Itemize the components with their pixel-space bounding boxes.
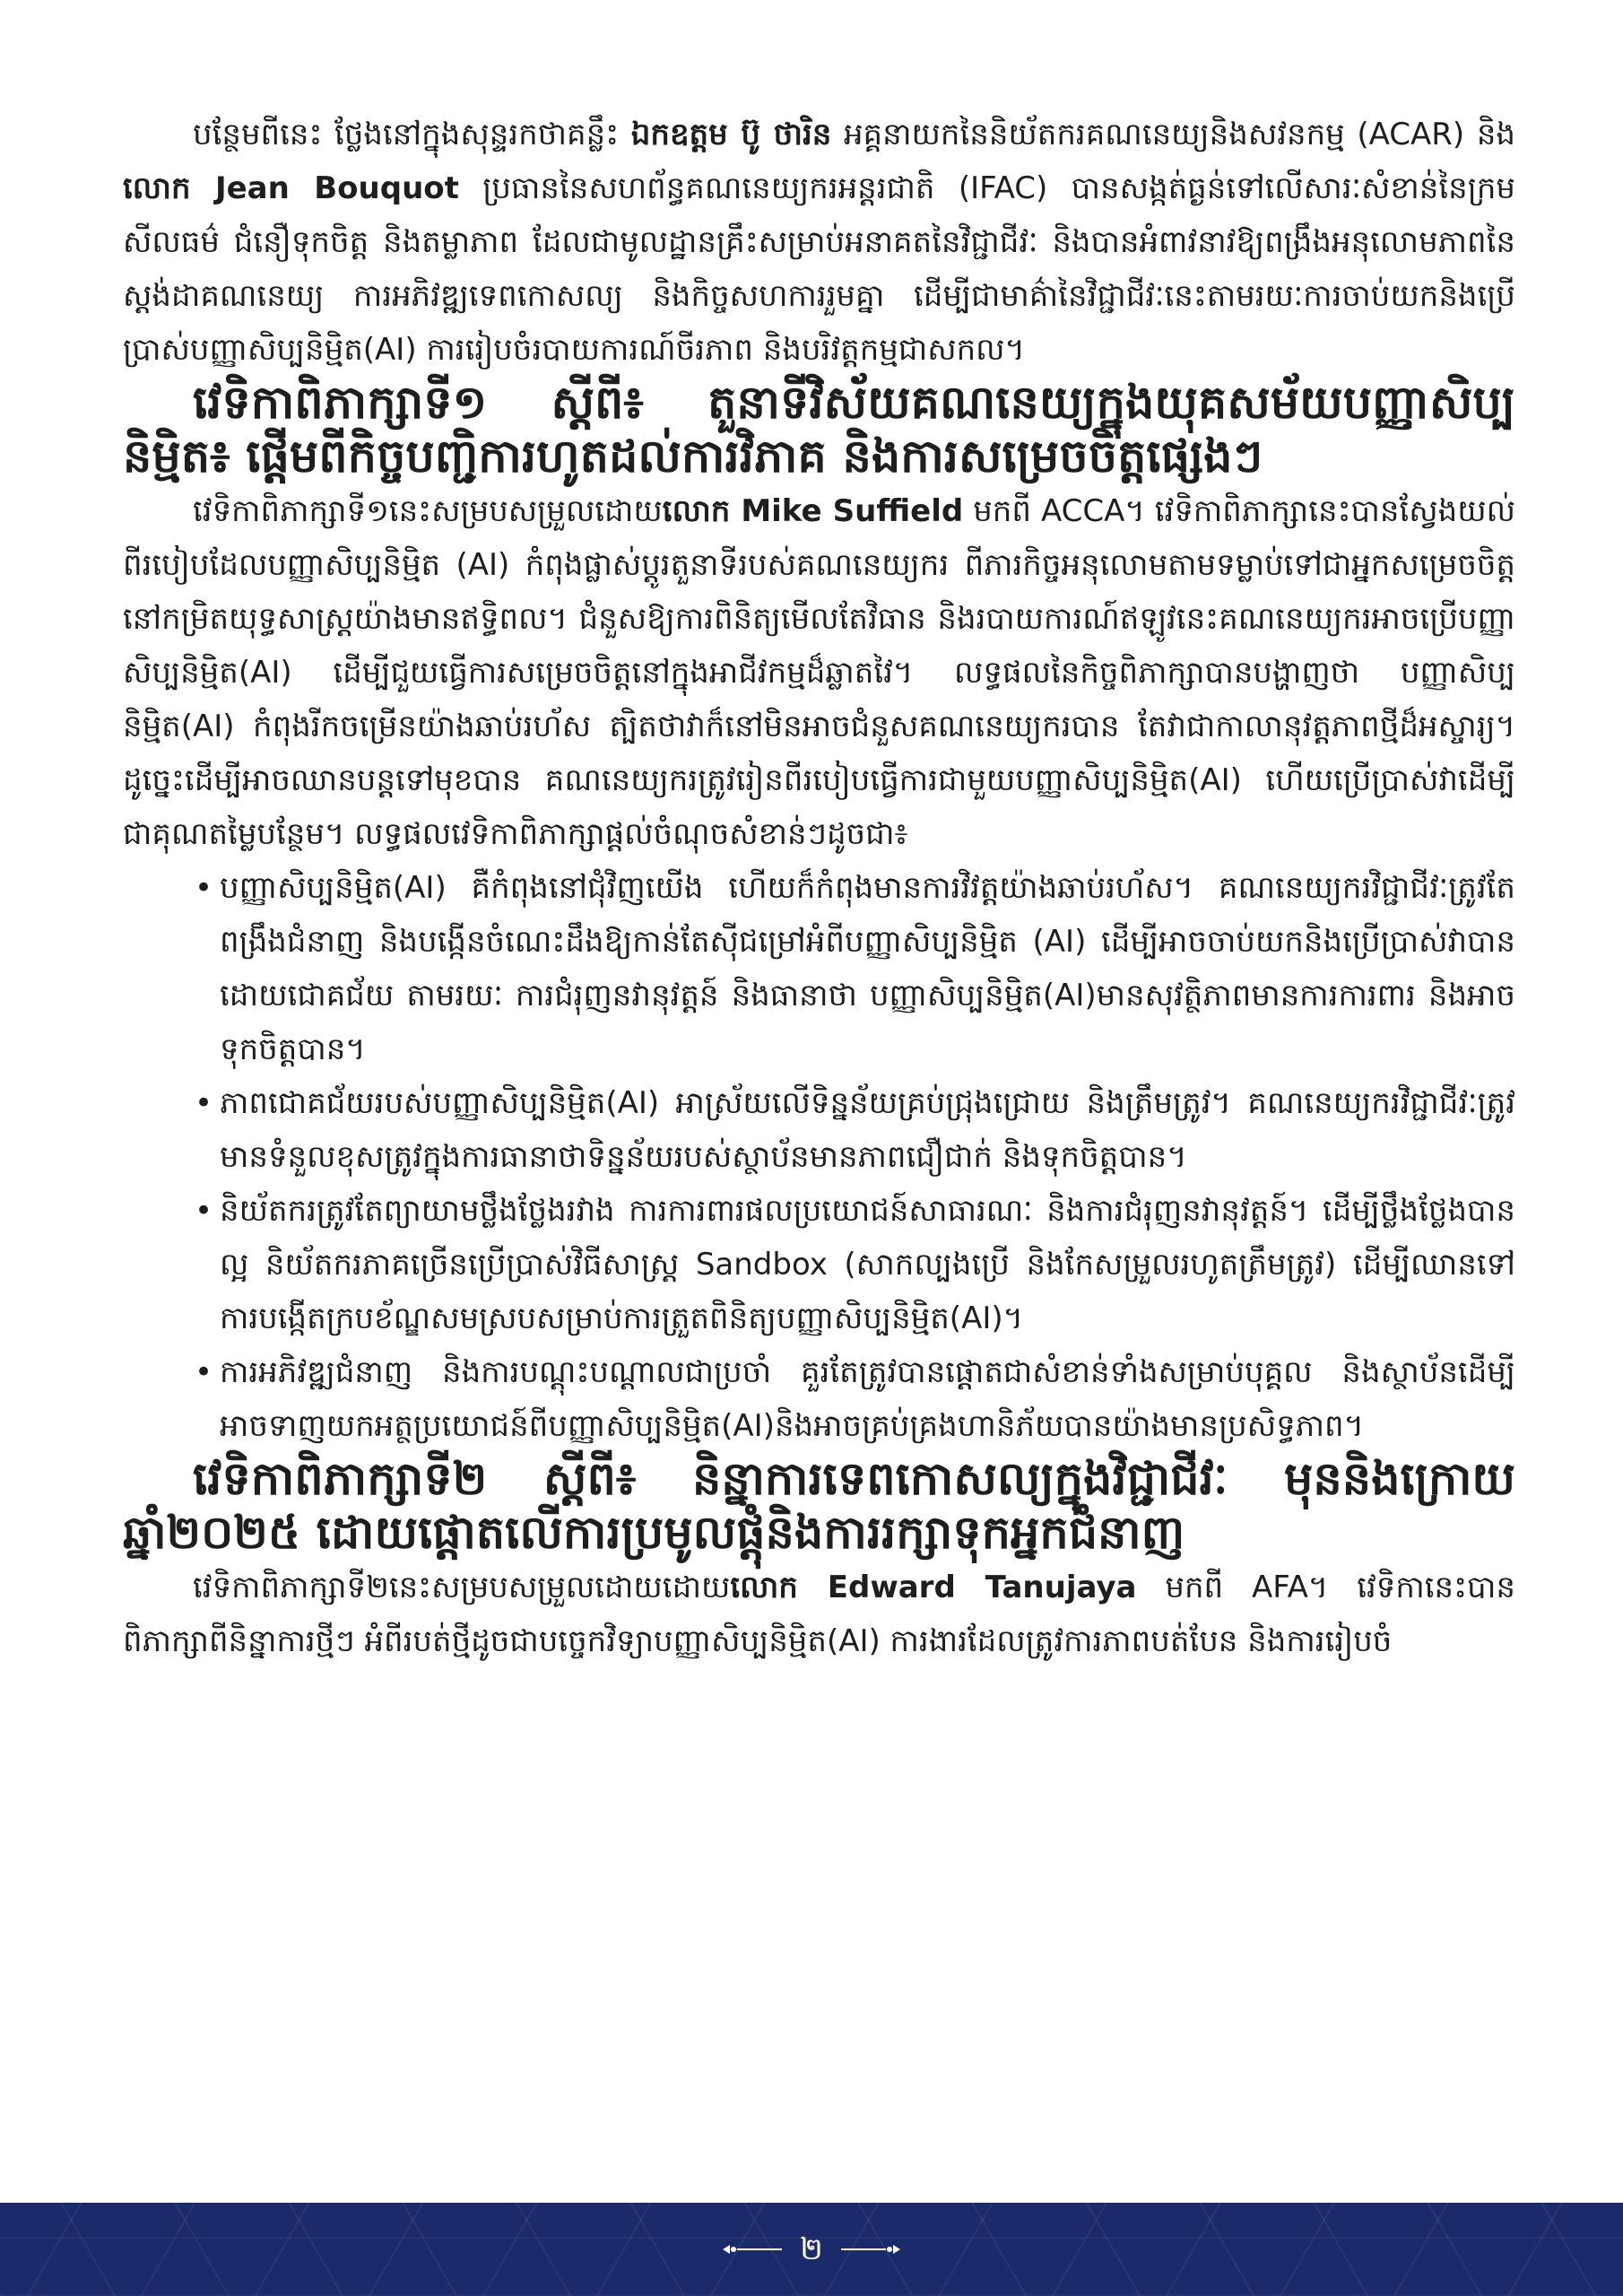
key-point-3: • និយ័តករត្រូវតែព្យាយាមថ្លឹងថ្លែងរវាង ការការពារផលប្រយោជន៍សាធារណៈ និងការជំរុញនវានុវត្តន៍។ ដើម្បីថ្លឹងថ្លែងបានល្អ និយ័តករភាគច្រើនប្រើប្រាស់វិធីសាស្ត្រ Sandbox (សាកល្បងប្រើ និងកែសម្រួលរហូតត្រឹមត្រូវ) ដើម្បីឈានទៅការបង្កើតក្របខ័ណ្ឌសមស្របសម្រាប់ការត្រួតពិនិត្យបញ្ញាសិប្បនិម្មិត(AI)។	[195, 1184, 1515, 1345]
session2-text-1: វេទិកាពិភាក្សាទី២នេះសម្របសម្រួលដោយដោយ	[193, 1570, 731, 1605]
key-point-1: • បញ្ញាសិប្បនិម្មិត(AI) គឺកំពុងនៅជុំវិញយើង ហើយក៏កំពុងមានការវិវត្តយ៉ាងឆាប់រហ័ស។ គណនេយ្យករវិជ្ជាជីវៈត្រូវតែពង្រឹងជំនាញ និងបង្កើនចំណេះដឹងឱ្យកាន់តែស៊ីជម្រៅអំពីបញ្ញាសិប្បនិម្មិត (AI) ដើម្បីអាចចាប់យកនិងប្រើប្រាស់វាបានដោយជោគជ័យ តាមរយៈ ការជំរុញនវានុវត្តន៍ និងធានាថា បញ្ញាសិប្បនិម្មិត(AI)មានសុវត្ថិភាពមានការការពារ និងអាចទុកចិត្តបាន។	[195, 861, 1515, 1076]
session1-key-points	[123, 861, 1515, 1453]
intro-paragraph	[123, 108, 1515, 377]
speaker-name-bu-tharin: ឯកឧត្តម ប៊ូ ថារិន	[630, 117, 832, 152]
page-body	[123, 108, 1515, 1668]
page-number: ២	[800, 2231, 823, 2267]
session2-heading: វេទិកាពិភាក្សាទី២ ស្តីពី៖ និន្នាការទេពកោសល្យក្នុងវិជ្ជាជីវៈ មុននិងក្រោយឆ្នាំ២០២៥ ដោយផ្តោតលើការប្រមូលផ្តុំនិងការរក្សាទុកអ្នកជំនាញ	[123, 1453, 1515, 1560]
session2-text-2: មកពី AFA។ វេទិកានេះបានពិភាក្សាពីនិន្នាការថ្មីៗ អំពីរបត់ថ្មីដូចជាបច្ចេកវិទ្យាបញ្ញាសិប្បនិម្មិត(AI) ការងារដែលត្រូវការភាពបត់បែន និងការរៀបចំ	[123, 1570, 1516, 1659]
session2-paragraph	[123, 1561, 1515, 1668]
key-point-4: • ការអភិវឌ្ឍជំនាញ និងការបណ្តុះបណ្តាលជាប្រចាំ គួរតែត្រូវបានផ្តោតជាសំខាន់ទាំងសម្រាប់បុគ្គល និងស្ថាប័នដើម្បីអាចទាញយកអត្ថប្រយោជន៍ពីបញ្ញាសិប្បនិម្មិត(AI)និងអាចគ្រប់គ្រងហានិភ័យបានយ៉ាងមានប្រសិទ្ធភាព។	[195, 1345, 1515, 1453]
session1-paragraph	[123, 484, 1515, 861]
page-number-group	[0, 2228, 1623, 2271]
intro-text-3: ប្រធាននៃសហព័ន្ធគណនេយ្យករអន្តរជាតិ (IFAC) បានសង្កត់ធ្ងន់ទៅលើសារៈសំខាន់នៃក្រមសីលធម៌ ជំនឿទុកចិត្ត និងតម្លាភាព ដែលជាមូលដ្ឋានគ្រឹះសម្រាប់អនាគតនៃវិជ្ជាជីវៈ និងបានអំពាវនាវឱ្យពង្រឹងអនុលោមភាពនៃស្តង់ដាគណនេយ្យ ការអភិវឌ្ឍទេពកោសល្យ និងកិច្ចសហការរួមគ្នា ដើម្បីជាមាគ៌ានៃវិជ្ជាជីវៈនេះតាមរយៈការចាប់យកនិងប្រើប្រាស់បញ្ញាសិប្បនិម្មិត(AI) ការរៀបចំរបាយការណ៍ចីរភាព និងបរិវត្តកម្មជាសកល។	[123, 170, 1515, 368]
session1-text-1: វេទិកាពិភាក្សាទី១នេះសម្របសម្រួលដោយ	[193, 493, 663, 529]
session1-text-2: មកពី ACCA។ វេទិកាពិភាក្សានេះបានស្វែងយល់ពីរបៀបដែលបញ្ញាសិប្បនិម្មិត (AI) កំពុងផ្លាស់ប្តូរតួនាទីរបស់គណនេយ្យករ ពីភារកិច្ចអនុលោមតាមទម្លាប់ទៅជាអ្នកសម្រេចចិត្តនៅកម្រិតយុទ្ធសាស្ត្រយ៉ាងមានឥទ្ធិពល។ ជំនួសឱ្យការពិនិត្យមើលតែវិធាន និងរបាយការណ៍ឥឡូវនេះគណនេយ្យករអាចប្រើបញ្ញាសិប្បនិម្មិត(AI) ដើម្បីជួយធ្វើការសម្រេចចិត្តនៅក្នុងអាជីវកម្មដ៏ឆ្លាតវៃ។ លទ្ធផលនៃកិច្ចពិភាក្សាបានបង្ហាញថា បញ្ញាសិប្បនិម្មិត(AI) កំពុងរីកចម្រើនយ៉ាងឆាប់រហ័ស ត្បិតថាវាក៏នៅមិនអាចជំនួសគណនេយ្យករបាន តែវាជាកាលានុវត្តភាពថ្មីដ៏អស្ចារ្យ។ ដូច្នេះដើម្បីអាចឈានបន្តទៅមុខបាន គណនេយ្យករត្រូវរៀនពីរបៀបធ្វើការជាមួយបញ្ញាសិប្បនិម្មិត(AI) ហើយប្រើប្រាស់វាដើម្បីជាគុណតម្លៃបន្ថែម។ លទ្ធផលវេទិកាពិភាក្សាផ្តល់ចំណុចសំខាន់ៗដូចជា៖	[123, 493, 1515, 852]
page-footer	[0, 2203, 1623, 2296]
moderator-name-mike-suffield: លោក Mike Suffield	[662, 493, 964, 529]
speaker-name-jean-bouquot: លោក Jean Bouquot	[123, 170, 459, 206]
right-ornament-icon	[839, 2240, 902, 2258]
left-ornament-icon	[721, 2240, 784, 2258]
key-point-2: • ភាពជោគជ័យរបស់បញ្ញាសិប្បនិម្មិត(AI) អាស្រ័យលើទិន្នន័យគ្រប់ជ្រុងជ្រោយ និងត្រឹមត្រូវ។ គណនេយ្យករវិជ្ជាជីវៈត្រូវមានទំនួលខុសត្រូវក្នុងការធានាថាទិន្នន័យរបស់ស្ថាប័នមានភាពជឿជាក់ និងទុកចិត្តបាន។	[195, 1076, 1515, 1184]
intro-text-2: អគ្គនាយកនៃនិយ័តករគណនេយ្យនិងសវនកម្ម (ACAR) និង	[831, 117, 1515, 152]
moderator-name-edward-tanujaya: លោក Edward Tanujaya	[730, 1570, 1137, 1605]
session1-heading: វេទិកាពិភាក្សាទី១ ស្តីពី៖ តួនាទីវិស័យគណនេយ្យក្នុងយុគសម័យបញ្ញាសិប្បនិម្មិត៖ ផ្តើមពីកិច្ចបញ្ជិការហូតដល់ការវិភាគ និងការសម្រេចចិត្តផ្សេងៗ	[123, 377, 1515, 483]
intro-text-1: បន្ថែមពីនេះ ថ្លែងនៅក្នុងសុន្ទរកថាគន្លឹះ	[193, 117, 631, 152]
